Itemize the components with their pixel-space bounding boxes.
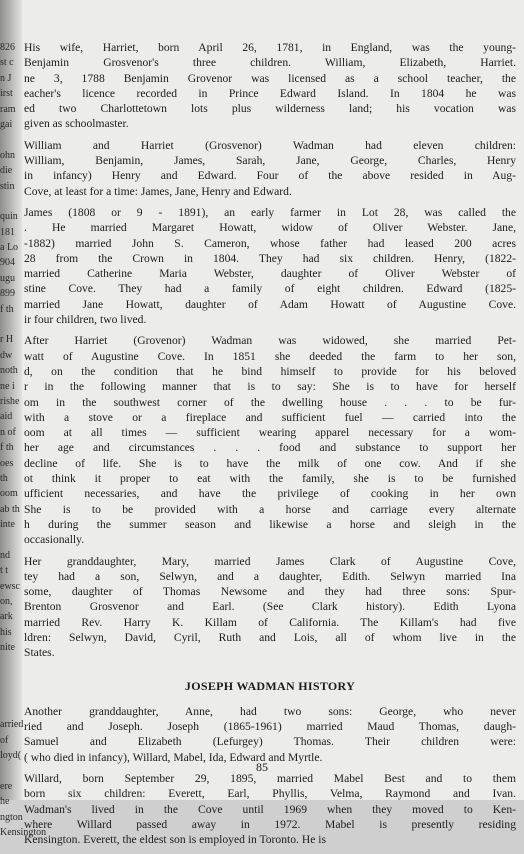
paragraph	[24, 554, 516, 661]
gutter-fragment: quin	[0, 211, 18, 223]
text-line: Willard, born September 29, 1895, married Mabel Best and to them	[24, 772, 516, 786]
text-line: James (1808 or 9 - 1891), an early farmer in Lot 28, was called the	[24, 205, 516, 219]
gutter-fragment: 899	[0, 288, 15, 300]
page-body	[24, 40, 516, 854]
gutter-fragment: n of	[0, 426, 16, 438]
gutter-fragment: oes	[0, 457, 14, 469]
text-line: ir four children, two lived.	[24, 313, 147, 327]
gutter-fragment: st c	[0, 57, 14, 69]
text-line: with a stove or a fireplace and sufficient fuel — carried into the	[24, 410, 516, 424]
text-line: William and Harriet (Grosvenor) Wadman had eleven children:	[24, 138, 516, 152]
text-line: Her granddaughter, Mary, married James Clark of Augustine Cove,	[24, 554, 516, 568]
gutter-fragment: loyd(	[0, 749, 22, 761]
gutter-fragment: Kensington	[0, 826, 47, 838]
gutter-fragment: n J	[0, 72, 12, 84]
gutter-fragment	[0, 656, 22, 671]
gutter-fragment: f th	[0, 442, 14, 454]
text-line: 28 from the Crown in 1804. They had six children. Henry, (1822-	[24, 251, 516, 265]
text-line: . He married Margaret Howatt, widow of Oliver Webster. Jane,	[24, 221, 516, 235]
gutter-fragment: dw	[0, 349, 13, 361]
gutter-fragment: noth	[0, 365, 18, 377]
text-line: ( who died in infancy), Willard, Mabel, Ida, Edward and Myrtle.	[24, 750, 323, 764]
gutter-fragment: ohn	[0, 149, 15, 161]
text-line: some, daughter of Thomas Newsome and they had three sons: Spur-	[24, 585, 516, 599]
gutter-fragment: inte	[0, 519, 15, 531]
gutter-fragment	[0, 533, 22, 548]
text-line: occasionally.	[24, 533, 85, 547]
text-line: decline of life. She is to have the milk of one cow. And if she	[24, 456, 516, 470]
text-line: married Jane Howatt, daughter of Adam Howatt of Augustine Cove.	[24, 297, 516, 311]
text-line: watt of Augustine Cove. In 1851 she deeded the farm to her son,	[24, 349, 516, 363]
text-line: Kensington. Everett, the eldest son is employed in Toronto. He is	[24, 833, 326, 847]
gutter-fragment: rishe	[0, 395, 20, 407]
text-line: After Harriet (Grovenor) Wadman was widowed, she married Pet-	[24, 334, 516, 348]
text-line: ne 3, 1788 Benjamin Grovenor was licensed as a school teacher, the	[24, 71, 516, 85]
text-line: in infancy) Henry and Edward. Four of the above resided in Aug-	[24, 169, 516, 183]
gutter-fragment: ewsc	[0, 580, 20, 592]
gutter-fragment	[0, 132, 22, 147]
paragraph	[24, 771, 516, 847]
gutter-fragment: r H	[0, 334, 14, 346]
text-line: married Catherine Maria Webster, daughter of Oliver Webster of	[24, 267, 516, 281]
gutter-fragment: f th	[0, 303, 14, 315]
text-line: r in the following manner that is to say: She is to have for herself	[24, 380, 516, 394]
text-line: She is to be provided with a horse and carriage every alternate	[24, 502, 516, 516]
text-line: ed two Charlottetown lots plus wilderness land; his vocation was	[24, 102, 516, 116]
gutter-fragment: gai	[0, 118, 13, 130]
text-line: om in the southwest corner of the dwelling house . . . to be fur-	[24, 395, 516, 409]
text-line: States.	[24, 646, 55, 660]
text-line: Another granddaughter, Anne, had two sons: George, who never	[24, 704, 516, 718]
gutter-fragment: ngton	[0, 811, 23, 823]
gutter-fragment	[0, 686, 22, 701]
section-heading: JOSEPH WADMAN HISTORY	[184, 678, 356, 693]
paragraph	[24, 333, 516, 547]
gutter-fragment: ark	[0, 611, 13, 623]
gutter-fragment: stin	[0, 180, 15, 192]
gutter-fragment: nd	[0, 549, 10, 561]
text-line: stine Cove. They had a family of eight children. Edward (1825-	[24, 282, 516, 296]
paragraphs-before-heading	[24, 40, 516, 661]
text-line: -1882) married John S. Cameron, whose father had leased 200 acres	[24, 236, 516, 250]
text-line: Cove, at least for a time: James, Jane, Henry and Edward.	[24, 184, 292, 198]
text-line: ldren: Selwyn, David, Cyril, Ruth and Lois, all of whom live in the	[24, 630, 516, 644]
gutter-fragment: th	[0, 472, 8, 484]
text-line: ot think it proper to eat with the family, she is to be furnished	[24, 472, 516, 486]
gutter-fragment: ram	[0, 103, 16, 115]
gutter-fragment	[0, 671, 22, 686]
gutter-fragment: his	[0, 626, 12, 638]
gutter-fragment: nite	[0, 642, 15, 654]
text-line: Wadman's lived in the Cove until 1969 when they moved to Ken-	[24, 802, 516, 816]
paragraph	[24, 704, 516, 765]
gutter-fragment	[0, 194, 22, 209]
gutter-fragment: 904	[0, 257, 15, 269]
gutter-fragment: ugu	[0, 272, 15, 284]
paragraph	[24, 138, 516, 199]
gutter-fragment: he	[0, 796, 10, 808]
text-line: William, Benjamin, James, Sarah, Jane, George, Charles, Henry	[24, 154, 516, 168]
text-line: oom at all times — sufficient wearing apparel necessary for a wom-	[24, 426, 516, 440]
gutter-fragment	[0, 317, 22, 332]
text-line: tey had a son, Selwyn, and a daughter, Edith. Selwyn married Ina	[24, 569, 516, 583]
gutter-fragment: on,	[0, 596, 13, 608]
gutter-fragment	[0, 702, 22, 717]
text-line: her age and circumstances . . . food and substance to support her	[24, 441, 516, 455]
gutter-fragment: 826	[0, 42, 15, 53]
paragraph	[24, 205, 516, 327]
text-line: given as schoolmaster.	[24, 117, 129, 131]
text-line: His wife, Harriet, born April 26, 1781, in England, was the young-	[24, 41, 516, 54]
gutter-fragment: ere	[0, 780, 13, 792]
text-line: ufficient necessaries, and have the privilege of cooking in her own	[24, 487, 516, 501]
text-line: married Rev. Harry K. Killam of California. The Killam's had five	[24, 615, 516, 629]
paragraph	[24, 40, 516, 132]
text-line: d, on the condition that he bind himself to provide for his beloved	[24, 364, 516, 378]
text-line: Benjamin Grosvenor's three children. William, Elizabeth, Harriet.	[24, 56, 516, 70]
gutter-fragment: die	[0, 165, 13, 177]
text-line: h during the summer season and likewise a horse and sleigh in the	[24, 517, 516, 531]
text-line: where Willard passed away in 1972. Mabel is presently residing	[24, 817, 516, 831]
gutter-fragment: a Lo	[0, 242, 19, 254]
text-line: ried and Joseph. Joseph (1865-1961) married Maud Thomas, daugh-	[24, 720, 516, 734]
gutter-fragment: arried	[0, 719, 24, 731]
text-line: eacher's licence recorded in Prince Edward Island. In 1804 he was	[24, 86, 516, 100]
gutter-fragment: aid	[0, 411, 13, 423]
page-number: 85	[256, 760, 268, 774]
text-line: Brenton Grosvenor and Earl. (See Clark history). Edith Lyona	[24, 600, 516, 614]
gutter-fragment: of	[0, 734, 9, 746]
gutter-fragment: ab th	[0, 503, 20, 515]
gutter-fragment: irst	[0, 88, 13, 100]
text-line: born six children: Everett, Earl, Phyllis, Velma, Raymond and Ivan.	[24, 787, 516, 801]
gutter-fragment: t t	[0, 565, 9, 577]
gutter-fragment: ne i	[0, 380, 15, 392]
text-line: Samuel and Elizabeth (Lefurgey) Thomas. Their children were:	[24, 735, 516, 749]
paragraphs-after-heading	[24, 704, 516, 848]
gutter-fragment: oom	[0, 488, 18, 500]
gutter-fragment: 181	[0, 226, 15, 238]
